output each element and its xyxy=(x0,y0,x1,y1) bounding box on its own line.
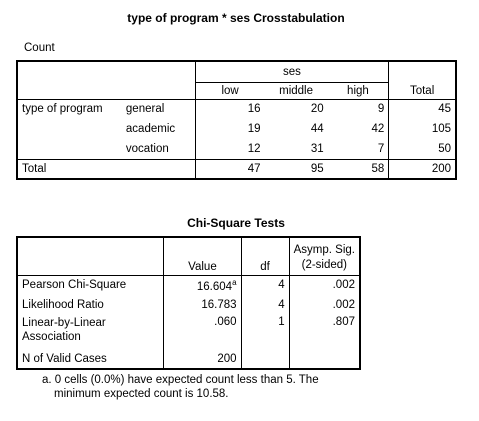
cell-value: 95 xyxy=(264,159,327,179)
cell-value: 16 xyxy=(195,99,264,119)
footnote-marker: a xyxy=(232,277,237,287)
cell-value: 44 xyxy=(310,123,324,135)
row-var-label: type of program xyxy=(22,103,103,116)
cell-value: 12 xyxy=(195,139,264,159)
cell-total: 105 xyxy=(389,119,456,139)
footnote-line2: minimum expected count is 10.58. xyxy=(54,388,229,400)
footnote-line1: a. 0 cells (0.0%) have expected count less than 5. The xyxy=(42,374,319,386)
table-row xyxy=(17,315,360,349)
ses-group-header: ses xyxy=(195,61,389,82)
table-row xyxy=(17,295,360,315)
cell-sig-empty xyxy=(289,349,360,369)
table-row xyxy=(17,139,456,159)
cell-value: 7 xyxy=(377,142,385,155)
sig-header-line1: Asymp. Sig. xyxy=(293,243,355,256)
cell-value: 9 xyxy=(377,103,385,116)
crosstab-title: type of program * ses Crosstabulation xyxy=(127,11,345,25)
row-label: Likelihood Ratio xyxy=(22,299,104,311)
row-label: Pearson Chi-Square xyxy=(22,279,127,292)
cell-value: 16.604$^a$ xyxy=(164,275,241,295)
chi-corner xyxy=(17,237,164,275)
cell-value: .060 xyxy=(164,315,241,349)
sig-header xyxy=(289,237,360,275)
cell-df: 4 xyxy=(241,295,289,315)
cell-total: 50 xyxy=(389,139,456,159)
row-label: vocation xyxy=(125,142,169,155)
table-row xyxy=(17,349,360,369)
total-column-header: Total xyxy=(389,61,456,99)
cell-total: 200 xyxy=(389,159,456,179)
chi-square-table xyxy=(16,236,361,370)
cell-value: 42 xyxy=(371,123,385,135)
cell-df-empty xyxy=(241,349,289,369)
cell-value: 31 xyxy=(310,142,324,155)
table-row xyxy=(17,119,456,139)
cell-sig: .807 xyxy=(289,315,360,349)
cell-total: 45 xyxy=(389,99,456,119)
chi-footnote xyxy=(42,373,319,401)
row-label: Linear-by-Linear Association xyxy=(22,317,106,343)
cell-value: 19 xyxy=(195,119,264,139)
sig-header-line2: (2-sided) xyxy=(301,258,347,271)
table-row xyxy=(17,99,456,119)
count-label: Count xyxy=(24,42,55,54)
table-row xyxy=(17,275,360,295)
cell-df: 4 xyxy=(241,275,289,295)
cell-df: 1 xyxy=(241,315,289,349)
crosstab-corner xyxy=(17,61,195,99)
cell-value: 16.783 xyxy=(164,295,241,315)
row-label: general xyxy=(125,103,165,116)
cell-value: 58 xyxy=(328,159,389,179)
cell-value: 20 xyxy=(310,103,324,116)
total-row xyxy=(17,159,456,179)
col-header-middle: middle xyxy=(264,82,327,99)
col-header-low: low xyxy=(195,82,264,99)
cell-sig: .002 xyxy=(289,295,360,315)
cell-value: 47 xyxy=(195,159,264,179)
col-header-high: high xyxy=(328,82,389,99)
chi-title: Chi-Square Tests xyxy=(187,216,285,230)
value-header: Value xyxy=(164,237,241,275)
crosstab-table xyxy=(16,60,457,180)
row-label: Total xyxy=(17,159,122,179)
row-label: N of Valid Cases xyxy=(22,352,107,365)
cell-sig: .002 xyxy=(289,275,360,295)
df-header: df xyxy=(241,237,289,275)
cell-value: 200 xyxy=(164,349,241,369)
row-label: academic xyxy=(125,123,176,135)
